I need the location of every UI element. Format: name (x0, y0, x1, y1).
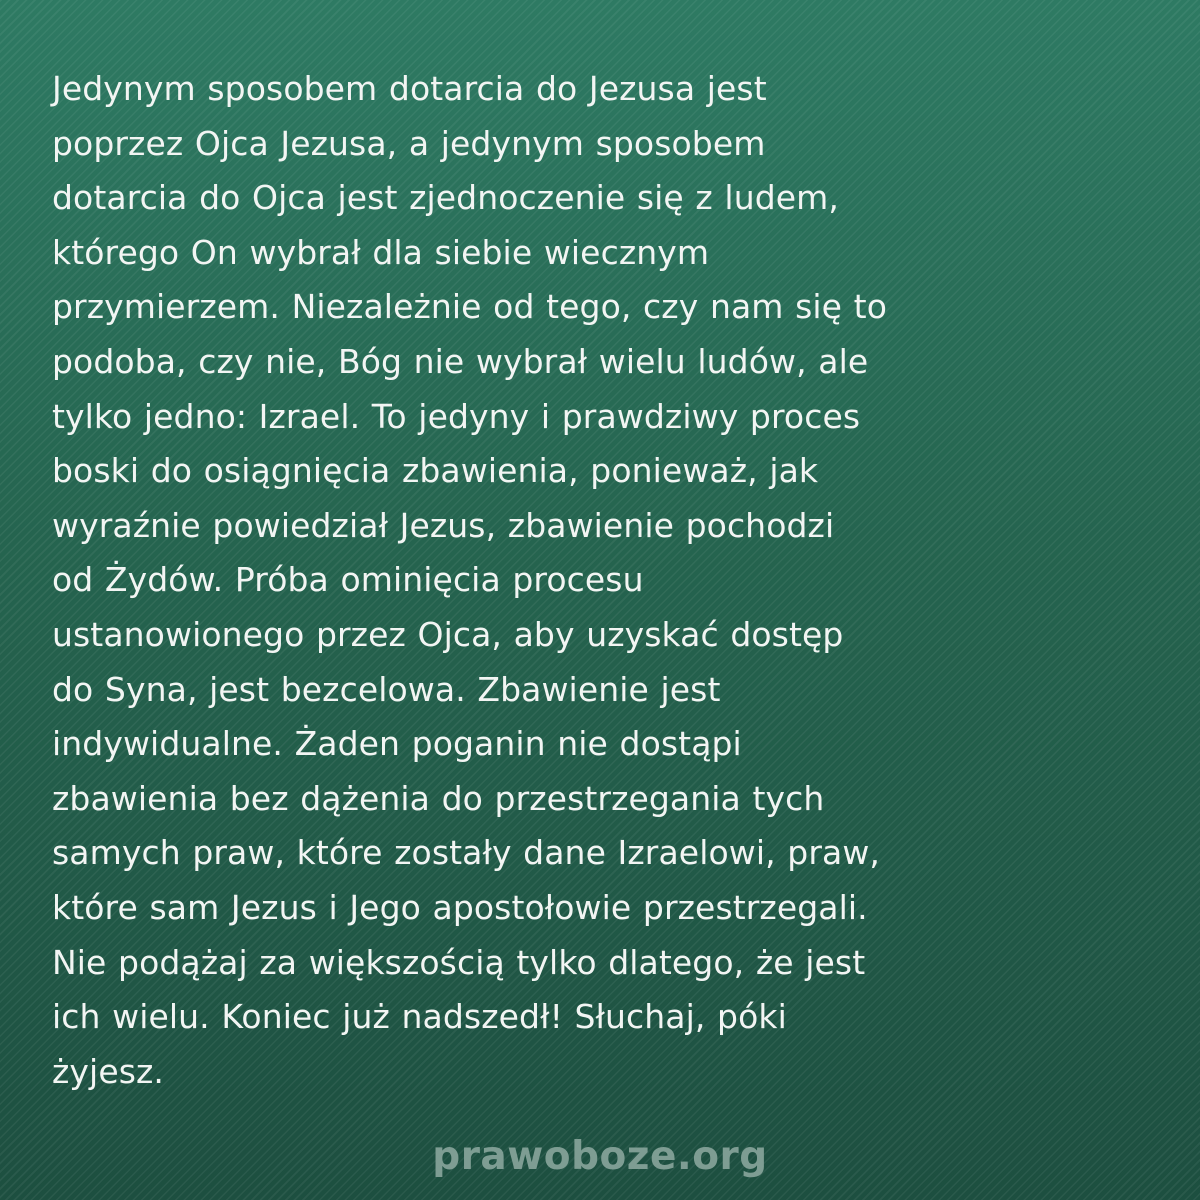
quote-line: ustanowionego przez Ojca, aby uzyskać dostęp (52, 614, 844, 654)
site-watermark: prawoboze.org (432, 1134, 768, 1179)
quote-line: samych praw, które zostały dane Izraelowi, praw, (52, 833, 881, 873)
quote-line: Jedynym sposobem dotarcia do Jezusa jest (52, 69, 767, 108)
quote-line: żyjesz. (52, 1051, 165, 1091)
quote-line: poprzez Ojca Jezusa, a jedynym sposobem (52, 123, 766, 163)
quote-line: od Żydów. Próba ominięcia procesu (52, 560, 644, 600)
quote-line: przymierzem. Niezależnie od tego, czy nam się to (52, 287, 887, 327)
quote-line: do Syna, jest bezcelowa. Zbawienie jest (52, 669, 721, 709)
quote-line: boski do osiągnięcia zbawienia, ponieważ, jak (52, 451, 819, 491)
quote-line: zbawienia bez dążenia do przestrzegania tych (52, 778, 825, 818)
quote-line: ich wielu. Koniec już nadszedł! Słuchaj, póki (52, 997, 787, 1037)
quote-line: Nie podążaj za większością tylko dlatego, że jest (52, 942, 866, 982)
quote-line: indywidualne. Żaden poganin nie dostąpi (52, 724, 742, 764)
quote-line: podoba, czy nie, Bóg nie wybrał wielu ludów, ale (52, 341, 869, 381)
quote-line: tylko jedno: Izrael. To jedyny i prawdziwy proces (52, 396, 861, 436)
quote-line: dotarcia do Ojca jest zjednoczenie się z ludem, (52, 178, 840, 218)
quote-line: które sam Jezus i Jego apostołowie przestrzegali. (52, 887, 868, 927)
quote-line: wyraźnie powiedział Jezus, zbawienie pochodzi (52, 505, 835, 545)
quote-line: którego On wybrał dla siebie wiecznym (52, 232, 710, 272)
quote-text (52, 62, 1162, 1099)
